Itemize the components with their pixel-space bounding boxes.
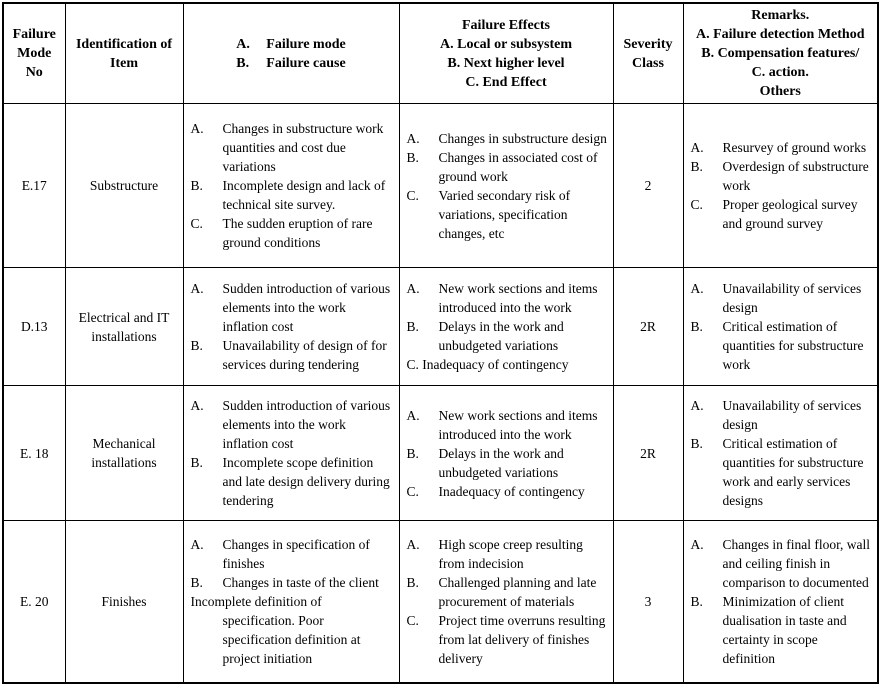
cell-failure-mode-cause	[183, 386, 399, 521]
list-item-text: Incomplete design and lack of technical site survey.	[222, 178, 386, 212]
list-item-text: Inadequacy of contingency	[438, 483, 585, 499]
list-item	[407, 186, 608, 243]
list-item	[236, 35, 345, 54]
list-item-text: High scope creep resulting from indecision	[438, 536, 583, 571]
list-item-label: B.	[406, 149, 419, 165]
table-row	[3, 386, 878, 521]
list-item-text: Challenged planning and late procurement of materials	[438, 574, 597, 609]
cell-failure-effects	[399, 104, 613, 268]
header-line: C. End Effect	[465, 74, 547, 90]
header-identification-of-item: Identification of Item	[65, 3, 183, 104]
list-item-text: Changes in substructure work quantities and cost due variations	[222, 121, 384, 174]
fmea-table	[2, 2, 879, 684]
list-item-text: The sudden eruption of rare ground conditions	[222, 216, 373, 250]
list-item	[691, 535, 873, 592]
cell-failure-mode-no: D.13	[3, 268, 65, 386]
cell-identification-of-item: Electrical and IT installations	[65, 268, 183, 386]
list-item-label: A.	[690, 536, 704, 552]
list-item-label: A.	[190, 121, 204, 136]
list-item-text: Delays in the work and unbudgeted variations	[438, 445, 564, 480]
cell-failure-mode-no: E. 18	[3, 386, 65, 521]
list-item-label: C.	[406, 187, 419, 203]
cell-failure-mode-cause	[183, 268, 399, 386]
list-item-paragraph: Incomplete definition of specification. Poor specification definition at project initiation	[190, 593, 361, 666]
list-item-text: New work sections and items introduced into the work	[438, 281, 598, 315]
list-item	[191, 279, 394, 336]
list-item-label: B.	[190, 178, 203, 193]
header-line: A. Failure detection Method	[696, 27, 865, 42]
cell-remarks	[683, 521, 878, 683]
cell-identification-of-item: Finishes	[65, 521, 183, 683]
list-item-label: A.	[406, 407, 420, 423]
list-item-label: B.	[236, 55, 250, 71]
list-item	[191, 336, 394, 374]
cell-failure-mode-cause	[183, 521, 399, 683]
list-item	[407, 444, 608, 482]
list-item-label: A.	[190, 398, 204, 413]
list-item	[407, 129, 608, 148]
list-item	[407, 535, 608, 573]
cell-remarks	[683, 104, 878, 268]
list-item	[691, 157, 873, 195]
list-item-text: Critical estimation of quantities for substructure work and early services designs	[722, 436, 864, 508]
list-item-paragraph: C. Inadequacy of contingency	[406, 357, 569, 372]
list-item-label: B.	[406, 445, 419, 461]
list-item	[191, 573, 394, 592]
header-line: A. Local or subsystem	[440, 36, 572, 52]
list-item-text: Unavailability of services design	[722, 398, 862, 432]
list-item	[191, 176, 394, 214]
list-item	[407, 573, 608, 611]
list-item-text: Changes in substructure design	[438, 130, 607, 146]
header-line: Others	[759, 84, 801, 99]
header-line: Failure Effects	[462, 17, 550, 33]
header-line: C. action.	[751, 65, 809, 80]
header-row	[3, 3, 878, 104]
list-item-label: B.	[190, 338, 203, 353]
list-item-text: Changes in final floor, wall and ceiling finish in comparison to documented	[722, 536, 871, 590]
list-item	[191, 214, 394, 252]
list-item-label: A.	[406, 130, 420, 146]
table-row	[3, 521, 878, 683]
cell-failure-mode-no: E.17	[3, 104, 65, 268]
header-severity-class: Severity Class	[613, 3, 683, 104]
list-item	[691, 138, 873, 157]
list-item	[191, 119, 394, 176]
list-item-text: Incomplete scope definition and late design delivery during tendering	[222, 455, 390, 508]
header-failure-mode-cause-group	[236, 35, 345, 73]
list-item-text: Project time overruns resulting from lat delivery of finishes delivery	[438, 612, 606, 666]
list-item-text: Sudden introduction of various elements into the work inflation cost	[222, 281, 391, 334]
cell-remarks	[683, 268, 878, 386]
list-item	[691, 592, 873, 668]
cell-severity-class: 2R	[613, 386, 683, 521]
list-item-text: Resurvey of ground works	[722, 140, 867, 155]
list-item-text: Proper geological survey and ground survey	[722, 197, 858, 231]
list-item	[407, 406, 608, 444]
list-item	[407, 148, 608, 186]
list-item-text: Sudden introduction of various elements into the work inflation cost	[222, 398, 391, 451]
list-item	[691, 434, 873, 510]
header-failure-mode-no: Failure Mode No	[3, 3, 65, 104]
list-item-label: A.	[690, 140, 704, 155]
list-item-label: A.	[690, 398, 704, 413]
header-line: Remarks.	[751, 8, 810, 23]
header-remarks	[683, 3, 878, 104]
list-item-text: Critical estimation of quantities for substructure work	[722, 319, 864, 372]
list-item	[236, 54, 345, 73]
list-item-label: A.	[236, 36, 250, 52]
cell-severity-class: 2	[613, 104, 683, 268]
list-item	[691, 279, 873, 317]
list-item-label: A.	[406, 536, 420, 552]
list-item	[691, 317, 873, 374]
list-item-label: B.	[190, 455, 203, 470]
cell-severity-class: 3	[613, 521, 683, 683]
list-item-label: B.	[406, 574, 419, 590]
cell-identification-of-item: Mechanical installations	[65, 386, 183, 521]
list-item-label: C.	[190, 216, 203, 231]
list-item-text: Failure mode	[266, 36, 346, 52]
header-failure-effects	[399, 3, 613, 104]
table-row	[3, 268, 878, 386]
list-item-label: C.	[406, 612, 419, 628]
list-item-text: Failure cause	[266, 55, 346, 71]
list-item	[191, 453, 394, 510]
list-item-text: Delays in the work and unbudgeted variations	[438, 319, 564, 353]
list-item	[407, 317, 608, 355]
header-line: B. Next higher level	[447, 55, 565, 71]
list-item-label: A.	[190, 536, 204, 552]
table-body	[3, 104, 878, 683]
list-item-text: Changes in taste of the client	[222, 574, 379, 590]
list-item	[691, 195, 873, 233]
list-item-label: B.	[406, 319, 419, 334]
cell-failure-mode-no: E. 20	[3, 521, 65, 683]
list-item	[407, 611, 608, 668]
list-item-label: A.	[690, 281, 704, 296]
list-item-label: A.	[190, 281, 204, 296]
cell-severity-class: 2R	[613, 268, 683, 386]
list-item	[191, 396, 394, 453]
table-row	[3, 104, 878, 268]
list-item-label: B.	[690, 593, 703, 609]
cell-failure-effects	[399, 268, 613, 386]
list-item-label: B.	[690, 159, 703, 174]
list-item	[407, 482, 608, 501]
list-item-label: B.	[190, 574, 203, 590]
header-failure-mode-cause	[183, 3, 399, 104]
list-item	[191, 535, 394, 573]
list-item-label: B.	[690, 436, 703, 451]
cell-failure-effects	[399, 521, 613, 683]
list-item-text: Overdesign of substructure work	[722, 159, 869, 193]
list-item-text: Unavailability of design of for services during tendering	[222, 338, 387, 372]
cell-identification-of-item: Substructure	[65, 104, 183, 268]
cell-remarks	[683, 386, 878, 521]
list-item-label: C.	[690, 197, 703, 212]
list-item-label: C.	[406, 483, 419, 499]
list-item-label: B.	[690, 319, 703, 334]
list-item	[407, 279, 608, 317]
cell-failure-effects	[399, 386, 613, 521]
list-item-text: Changes in associated cost of ground work	[438, 149, 598, 184]
cell-failure-mode-cause	[183, 104, 399, 268]
list-item-label: A.	[406, 281, 420, 296]
list-item-text: Changes in specification of finishes	[222, 536, 370, 571]
header-line: B. Compensation features/	[701, 46, 860, 61]
list-item-text: Minimization of client dualisation in taste and certainty in scope definition	[722, 593, 847, 666]
list-item-text: New work sections and items introduced into the work	[438, 407, 598, 442]
list-item-text: Varied secondary risk of variations, specification changes, etc	[438, 187, 571, 241]
list-item-text: Unavailability of services design	[722, 281, 862, 315]
list-item	[691, 396, 873, 434]
